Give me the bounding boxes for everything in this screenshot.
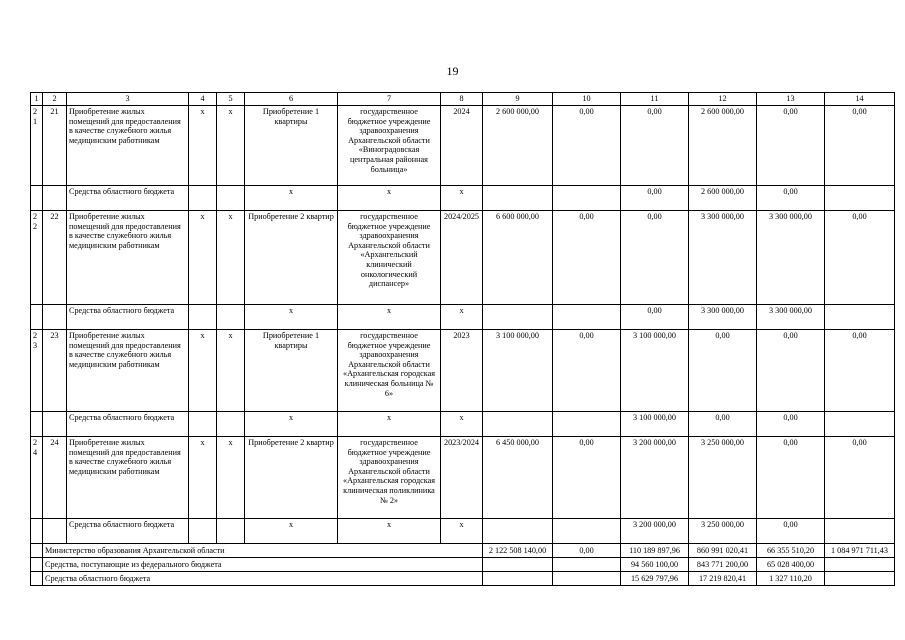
empty-cell — [217, 305, 245, 330]
item-years: 2023/2024 — [441, 437, 483, 519]
item-col11: 3 100 000,00 — [621, 330, 689, 412]
empty-cell — [31, 186, 43, 211]
empty-cell — [31, 412, 43, 437]
table-row — [31, 330, 895, 412]
row-number: 21 — [31, 106, 43, 186]
empty-cell — [217, 519, 245, 544]
cell-col6: x — [245, 412, 338, 437]
total-col9: 2 122 508 140,00 — [483, 544, 553, 558]
item-name: Приобретение жилых помещений для предоставления в качестве служебного жилья медицинским работникам — [67, 211, 189, 305]
cell-col6: x — [245, 186, 338, 211]
empty-cell — [825, 558, 895, 572]
item-total: 3 100 000,00 — [483, 330, 553, 412]
column-number: 11 — [621, 93, 689, 106]
table-row — [31, 211, 895, 305]
total-label: Средства областного бюджета — [43, 572, 483, 586]
table-row-source — [31, 519, 895, 544]
source-col13: 0,00 — [757, 412, 825, 437]
empty-cell — [43, 519, 67, 544]
item-years: 2023 — [441, 330, 483, 412]
empty-cell — [553, 519, 621, 544]
cell-col8: x — [441, 186, 483, 211]
empty-cell — [483, 572, 553, 586]
row-number: 24 — [31, 437, 43, 519]
cell-col7: x — [338, 519, 441, 544]
item-years: 2024 — [441, 106, 483, 186]
funding-source: Средства областного бюджета — [67, 186, 189, 211]
row-number: 23 — [31, 330, 43, 412]
item-institution: государственное бюджетное учреждение здравоохранения Архангельской области «Виноградовская центральная районная больница» — [338, 106, 441, 186]
item-number: 21 — [43, 106, 67, 186]
source-col11: 3 100 000,00 — [621, 412, 689, 437]
column-number: 4 — [189, 93, 217, 106]
total-row-ministry — [31, 544, 895, 558]
cell-col8: x — [441, 519, 483, 544]
column-number: 5 — [217, 93, 245, 106]
empty-cell — [553, 412, 621, 437]
empty-cell — [43, 305, 67, 330]
source-col11: 0,00 — [621, 305, 689, 330]
table-row-source — [31, 305, 895, 330]
empty-cell — [31, 305, 43, 330]
cell-col7: x — [338, 305, 441, 330]
empty-cell — [43, 186, 67, 211]
item-description: Приобретение 1 квартиры — [245, 330, 338, 412]
funding-source: Средства областного бюджета — [67, 305, 189, 330]
total-col12: 843 771 200,00 — [689, 558, 757, 572]
table-row — [31, 437, 895, 519]
source-col12: 3 250 000,00 — [689, 519, 757, 544]
cell-col5: x — [217, 437, 245, 519]
total-col11: 94 560 100,00 — [621, 558, 689, 572]
total-col12: 17 219 820,41 — [689, 572, 757, 586]
empty-cell — [825, 412, 895, 437]
funding-source: Средства областного бюджета — [67, 412, 189, 437]
item-col13: 0,00 — [757, 437, 825, 519]
item-description: Приобретение 1 квартиры — [245, 106, 338, 186]
cell-col5: x — [217, 211, 245, 305]
total-col11: 110 189 897,96 — [621, 544, 689, 558]
total-label: Средства, поступающие из федерального бюджета — [43, 558, 483, 572]
empty-cell — [825, 305, 895, 330]
item-col12: 0,00 — [689, 330, 757, 412]
cell-col4: x — [189, 437, 217, 519]
total-col13: 66 355 510,20 — [757, 544, 825, 558]
empty-cell — [217, 412, 245, 437]
item-years: 2024/2025 — [441, 211, 483, 305]
cell-col6: x — [245, 305, 338, 330]
total-col11: 15 629 797,96 — [621, 572, 689, 586]
column-number: 7 — [338, 93, 441, 106]
empty-cell — [553, 572, 621, 586]
item-number: 24 — [43, 437, 67, 519]
column-number: 10 — [553, 93, 621, 106]
empty-cell — [483, 519, 553, 544]
source-col11: 0,00 — [621, 186, 689, 211]
cell-col8: x — [441, 412, 483, 437]
cell-col5: x — [217, 330, 245, 412]
source-col12: 2 600 000,00 — [689, 186, 757, 211]
total-col12: 860 991 020,41 — [689, 544, 757, 558]
budget-table — [30, 92, 895, 586]
item-total: 2 600 000,00 — [483, 106, 553, 186]
source-col11: 3 200 000,00 — [621, 519, 689, 544]
total-col13: 1 327 110,20 — [757, 572, 825, 586]
item-total: 6 600 000,00 — [483, 211, 553, 305]
item-name: Приобретение жилых помещений для предоставления в качестве служебного жилья медицинским работникам — [67, 330, 189, 412]
source-col13: 3 300 000,00 — [757, 305, 825, 330]
item-name: Приобретение жилых помещений для предоставления в качестве служебного жилья медицинским работникам — [67, 106, 189, 186]
item-description: Приобретение 2 квартир — [245, 437, 338, 519]
source-col13: 0,00 — [757, 519, 825, 544]
empty-cell — [189, 519, 217, 544]
item-name: Приобретение жилых помещений для предоставления в качестве служебного жилья медицинским работникам — [67, 437, 189, 519]
empty-cell — [217, 186, 245, 211]
cell-col8: x — [441, 305, 483, 330]
item-col11: 3 200 000,00 — [621, 437, 689, 519]
item-col10: 0,00 — [553, 330, 621, 412]
item-institution: государственное бюджетное учреждение здравоохранения Архангельской области «Архангельский клинический онкологический диспансер» — [338, 211, 441, 305]
item-col12: 3 250 000,00 — [689, 437, 757, 519]
column-number: 9 — [483, 93, 553, 106]
item-total: 6 450 000,00 — [483, 437, 553, 519]
item-col14: 0,00 — [825, 437, 895, 519]
item-col14: 0,00 — [825, 330, 895, 412]
funding-source: Средства областного бюджета — [67, 519, 189, 544]
column-number: 2 — [43, 93, 67, 106]
item-institution: государственное бюджетное учреждение здравоохранения Архангельской области «Архангельская городская клиническая поликлиника № 2» — [338, 437, 441, 519]
cell-col5: x — [217, 106, 245, 186]
column-number-row — [31, 93, 895, 106]
item-description: Приобретение 2 квартир — [245, 211, 338, 305]
source-col12: 3 300 000,00 — [689, 305, 757, 330]
empty-cell — [553, 558, 621, 572]
empty-cell — [483, 558, 553, 572]
empty-cell — [825, 572, 895, 586]
table-row — [31, 106, 895, 186]
total-label: Министерство образования Архангельской области — [43, 544, 483, 558]
item-col11: 0,00 — [621, 211, 689, 305]
item-col14: 0,00 — [825, 211, 895, 305]
empty-cell — [31, 558, 43, 572]
column-number: 8 — [441, 93, 483, 106]
empty-cell — [189, 186, 217, 211]
empty-cell — [31, 519, 43, 544]
page-number: 19 — [446, 64, 459, 78]
cell-col4: x — [189, 106, 217, 186]
item-col12: 2 600 000,00 — [689, 106, 757, 186]
cell-col4: x — [189, 211, 217, 305]
empty-cell — [483, 186, 553, 211]
empty-cell — [43, 412, 67, 437]
column-number: 1 — [31, 93, 43, 106]
item-col10: 0,00 — [553, 211, 621, 305]
column-number: 6 — [245, 93, 338, 106]
item-col13: 0,00 — [757, 330, 825, 412]
empty-cell — [189, 412, 217, 437]
cell-col7: x — [338, 186, 441, 211]
empty-cell — [31, 544, 43, 558]
source-col13: 0,00 — [757, 186, 825, 211]
column-number: 14 — [825, 93, 895, 106]
source-col12: 0,00 — [689, 412, 757, 437]
item-number: 22 — [43, 211, 67, 305]
column-number: 13 — [757, 93, 825, 106]
total-row-federal — [31, 558, 895, 572]
cell-col7: x — [338, 412, 441, 437]
cell-col4: x — [189, 330, 217, 412]
total-col14: 1 084 971 711,43 — [825, 544, 895, 558]
item-col10: 0,00 — [553, 437, 621, 519]
item-col13: 0,00 — [757, 106, 825, 186]
total-col13: 65 028 400,00 — [757, 558, 825, 572]
total-col10: 0,00 — [553, 544, 621, 558]
empty-cell — [483, 412, 553, 437]
cell-col6: x — [245, 519, 338, 544]
empty-cell — [825, 519, 895, 544]
table-row-source — [31, 412, 895, 437]
total-row-regional — [31, 572, 895, 586]
column-number: 12 — [689, 93, 757, 106]
item-institution: государственное бюджетное учреждение здравоохранения Архангельской области «Архангельская городская клиническая больница № 6» — [338, 330, 441, 412]
item-col10: 0,00 — [553, 106, 621, 186]
item-col11: 0,00 — [621, 106, 689, 186]
empty-cell — [483, 305, 553, 330]
item-number: 23 — [43, 330, 67, 412]
column-number: 3 — [67, 93, 189, 106]
item-col12: 3 300 000,00 — [689, 211, 757, 305]
table-row-source — [31, 186, 895, 211]
empty-cell — [31, 572, 43, 586]
item-col13: 3 300 000,00 — [757, 211, 825, 305]
empty-cell — [553, 305, 621, 330]
empty-cell — [825, 186, 895, 211]
item-col14: 0,00 — [825, 106, 895, 186]
empty-cell — [189, 305, 217, 330]
empty-cell — [553, 186, 621, 211]
row-number: 22 — [31, 211, 43, 305]
